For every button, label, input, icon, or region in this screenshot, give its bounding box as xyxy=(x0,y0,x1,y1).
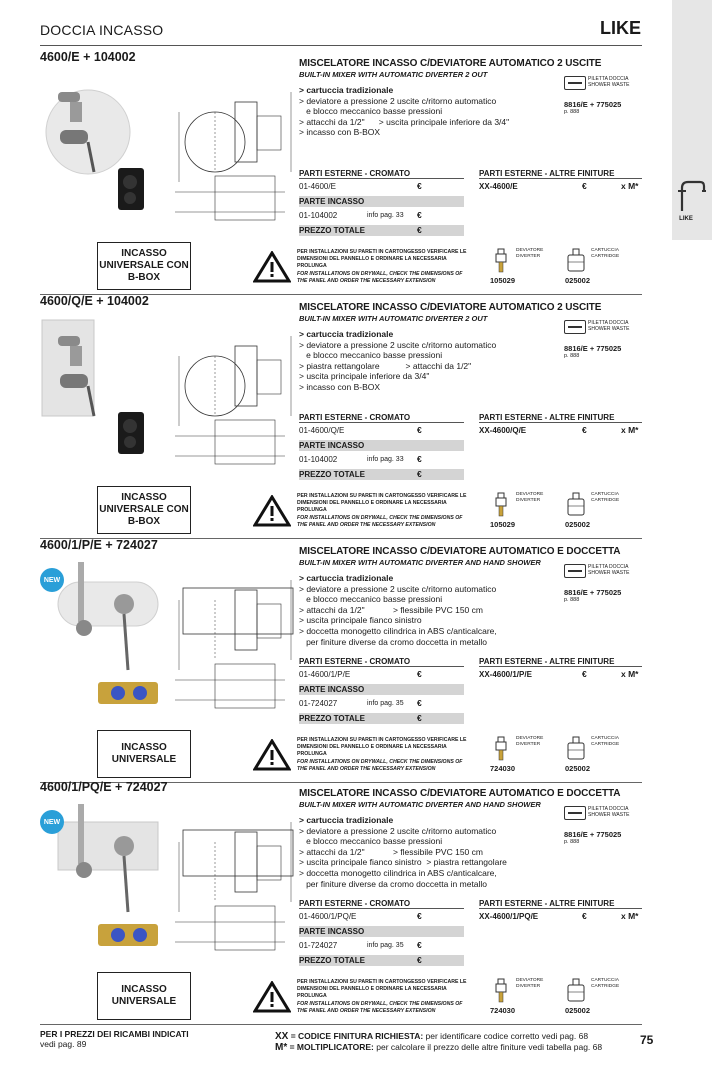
warning-text xyxy=(297,249,473,285)
drywall-warning xyxy=(253,737,467,771)
block-separator xyxy=(40,1024,642,1025)
total-price[interactable]: € xyxy=(417,955,422,965)
chrome-price[interactable]: € xyxy=(417,669,422,679)
diverter-code: 105029 xyxy=(490,520,516,529)
section-title: DOCCIA INCASSO xyxy=(40,22,164,38)
warning-text xyxy=(297,979,473,1015)
other-finish-code: XX-4600/1/PQ/E xyxy=(479,912,539,921)
shower-waste[interactable] xyxy=(564,564,642,603)
footer-left-sub: vedi pag. 89 xyxy=(40,1039,87,1049)
page-number: 75 xyxy=(640,1033,654,1047)
feature-line: > cartuccia tradizionale xyxy=(299,815,394,825)
drywall-warning xyxy=(253,249,467,283)
feature-list xyxy=(299,85,539,138)
product-code: 4600/1/PQ/E + 724027 xyxy=(40,780,168,794)
warning-text-en: FOR INSTALLATIONS ON DRYWALL, CHECK THE DIMENSIONS OF THE PANEL AND ORDER THE NECESSARY EXTENSION xyxy=(297,514,463,528)
shower-waste-icon xyxy=(564,320,586,334)
feature-line: e blocco meccanico basse pressioni xyxy=(299,350,443,361)
incasso-box-label: INCASSO UNIVERSALE xyxy=(97,730,191,778)
shower-waste-code: 8816/E + 775025 xyxy=(564,588,622,597)
product-subtitle: BUILT-IN MIXER WITH AUTOMATIC DIVERTER AND HAND SHOWER xyxy=(299,800,541,809)
other-finish-header: PARTI ESTERNE - ALTRE FINITURE xyxy=(479,412,642,423)
chrome-code: 01-4600/E xyxy=(299,182,336,191)
total-price[interactable]: € xyxy=(417,225,422,235)
warning-text xyxy=(297,493,473,529)
diverter-label: DEVIATORE DIVERTER xyxy=(516,492,544,503)
page-header xyxy=(0,0,712,48)
incasso-box-label: INCASSO UNIVERSALE CON B-BOX xyxy=(97,486,191,534)
shower-waste-code: 8816/E + 775025 xyxy=(564,344,622,353)
xx-text: per identificare codice corretto vedi pag. 68 xyxy=(423,1031,589,1041)
feature-line: > doccetta monogetto cilindrica in ABS c/anticalcare, xyxy=(299,867,497,878)
feature-line: > attacchi da 1/2" > flessibile PVC 150 cm xyxy=(299,846,483,857)
warning-text-it: PER INSTALLAZIONI SU PARETI IN CARTONGESSO VERIFICARE LE DIMENSIONI DEL PANNELLO E ORDINARE LA NECESSARIA PROLUNGA xyxy=(297,737,467,758)
chrome-price[interactable]: € xyxy=(417,181,422,191)
incasso-info[interactable]: info pag. 35 xyxy=(367,942,404,949)
xx-label: = CODICE FINITURA RICHIESTA: xyxy=(288,1031,424,1041)
cartridge-code: 025002 xyxy=(565,764,591,773)
feature-line: > incasso con B-BOX xyxy=(299,127,381,138)
other-finish-code: XX-4600/Q/E xyxy=(479,426,527,435)
total-price-label: PREZZO TOTALE xyxy=(299,713,464,724)
feature-list xyxy=(299,329,539,393)
feature-line: > cartuccia tradizionale xyxy=(299,85,394,95)
incasso-header: PARTE INCASSO xyxy=(299,926,464,937)
incasso-header: PARTE INCASSO xyxy=(299,196,464,207)
technical-drawing xyxy=(175,72,305,232)
shower-waste-icon xyxy=(564,806,586,820)
footer-left-title: PER I PREZZI DEI RICAMBI INDICATI xyxy=(40,1029,189,1039)
multiplier: x M* xyxy=(621,181,639,191)
cartridge-code: 025002 xyxy=(565,1006,591,1015)
incasso-info[interactable]: info pag. 33 xyxy=(367,456,404,463)
side-tab[interactable] xyxy=(672,0,712,240)
feature-list xyxy=(299,573,539,647)
feature-line: e blocco meccanico basse pressioni xyxy=(299,594,443,605)
incasso-header: PARTE INCASSO xyxy=(299,440,464,451)
incasso-price[interactable]: € xyxy=(417,940,422,950)
product-photo-area xyxy=(40,72,195,222)
feature-line: per finiture diverse da cromo doccetta in metallo xyxy=(299,878,488,889)
incasso-code: 01-104002 xyxy=(299,455,338,464)
incasso-price[interactable]: € xyxy=(417,210,422,220)
product-subtitle: BUILT-IN MIXER WITH AUTOMATIC DIVERTER AND HAND SHOWER xyxy=(299,558,541,567)
product-title: MISCELATORE INCASSO C/DEVIATORE AUTOMATICO E DOCCETTA xyxy=(299,788,621,799)
faucet-icon xyxy=(676,178,708,212)
m-key: M* xyxy=(275,1042,288,1053)
m-label: = MOLTIPLICATORE: xyxy=(287,1042,374,1052)
footer-note-left xyxy=(40,1029,189,1049)
product-block xyxy=(40,50,642,295)
drywall-warning xyxy=(253,493,467,527)
side-tab-label: LIKE xyxy=(679,216,693,222)
total-price-label: PREZZO TOTALE xyxy=(299,225,464,236)
shower-waste-label: PILETTA DOCCIA SHOWER WASTE xyxy=(588,320,630,332)
feature-line: > deviatore a pressione 2 uscite c/ritorno automatico xyxy=(299,95,497,106)
product-title: MISCELATORE INCASSO C/DEVIATORE AUTOMATICO 2 USCITE xyxy=(299,302,602,313)
other-finish-header: PARTI ESTERNE - ALTRE FINITURE xyxy=(479,898,642,909)
product-subtitle: BUILT-IN MIXER WITH AUTOMATIC DIVERTER 2 OUT xyxy=(299,314,488,323)
shower-waste-page: p. 888 xyxy=(564,597,580,603)
chrome-code: 01-4600/1/P/E xyxy=(299,670,351,679)
total-price[interactable]: € xyxy=(417,713,422,723)
feature-list xyxy=(299,815,539,889)
feature-line: > deviatore a pressione 2 uscite c/ritorno automatico xyxy=(299,339,497,350)
diverter-label: DEVIATORE DIVERTER xyxy=(516,978,544,989)
chrome-header: PARTI ESTERNE - CROMATO xyxy=(299,168,464,179)
diverter-label: DEVIATORE DIVERTER xyxy=(516,736,544,747)
shower-waste-page: p. 888 xyxy=(564,839,580,845)
diverter-code: 105029 xyxy=(490,276,516,285)
cartridge-code: 025002 xyxy=(565,520,591,529)
technical-drawing xyxy=(175,316,305,476)
feature-line: > attacchi da 1/2" > flessibile PVC 150 cm xyxy=(299,604,483,615)
new-badge: NEW xyxy=(40,810,64,834)
shower-waste[interactable] xyxy=(564,76,642,115)
product-info xyxy=(299,788,642,889)
shower-waste-label: PILETTA DOCCIA SHOWER WASTE xyxy=(588,806,630,818)
shower-waste[interactable] xyxy=(564,806,642,845)
other-finish-price[interactable]: € xyxy=(582,181,587,191)
shower-waste[interactable] xyxy=(564,320,642,359)
product-info xyxy=(299,58,642,138)
shower-waste-label: PILETTA DOCCIA SHOWER WASTE xyxy=(588,76,630,88)
xx-key: XX xyxy=(275,1031,289,1042)
multiplier: x M* xyxy=(621,669,639,679)
other-finish-price[interactable]: € xyxy=(582,669,587,679)
other-finish-code: XX-4600/E xyxy=(479,182,518,191)
total-price[interactable]: € xyxy=(417,469,422,479)
cartridge-icon xyxy=(565,248,587,274)
incasso-info[interactable]: info pag. 35 xyxy=(367,700,404,707)
other-finish-code: XX-4600/1/P/E xyxy=(479,670,532,679)
shower-waste-page: p. 888 xyxy=(564,109,580,115)
multiplier: x M* xyxy=(621,425,639,435)
feature-line: > cartuccia tradizionale xyxy=(299,573,394,583)
feature-line: > cartuccia tradizionale xyxy=(299,329,394,339)
diverter-icon xyxy=(490,248,512,274)
cartridge-icon xyxy=(565,492,587,518)
diverter-icon xyxy=(490,492,512,518)
drywall-warning xyxy=(253,979,467,1013)
diverter-icon xyxy=(490,736,512,762)
cartridge-label: CARTUCCIA CARTRIDGE xyxy=(591,248,620,259)
product-title: MISCELATORE INCASSO C/DEVIATORE AUTOMATICO E DOCCETTA xyxy=(299,546,621,557)
other-finish-price[interactable]: € xyxy=(582,425,587,435)
shower-waste-page: p. 888 xyxy=(564,353,580,359)
incasso-header: PARTE INCASSO xyxy=(299,684,464,695)
incasso-code: 01-104002 xyxy=(299,211,338,220)
warning-text-en: FOR INSTALLATIONS ON DRYWALL, CHECK THE DIMENSIONS OF THE PANEL AND ORDER THE NECESSARY EXTENSION xyxy=(297,758,463,772)
warning-text xyxy=(297,737,473,773)
feature-line: > doccetta monogetto cilindrica in ABS c/anticalcare, xyxy=(299,625,497,636)
feature-line: e blocco meccanico basse pressioni xyxy=(299,106,443,117)
other-finish-price[interactable]: € xyxy=(582,911,587,921)
technical-drawing xyxy=(175,560,305,720)
product-photo xyxy=(40,72,195,222)
chrome-code: 01-4600/Q/E xyxy=(299,426,345,435)
shower-waste-icon xyxy=(564,564,586,578)
warning-icon xyxy=(253,981,291,1013)
cartridge-label: CARTUCCIA CARTRIDGE xyxy=(591,736,620,747)
header-rule xyxy=(40,45,642,46)
m-text: per calcolare il prezzo delle altre finiture vedi tabella pag. 68 xyxy=(373,1042,603,1052)
diverter-code: 724030 xyxy=(490,1006,516,1015)
feature-line: > deviatore a pressione 2 uscite c/ritorno automatico xyxy=(299,825,497,836)
cartridge-code: 025002 xyxy=(565,276,591,285)
diverter-icon xyxy=(490,978,512,1004)
warning-icon xyxy=(253,739,291,771)
incasso-code: 01-724027 xyxy=(299,699,338,708)
diverter-label: DEVIATORE DIVERTER xyxy=(516,248,544,259)
incasso-info[interactable]: info pag. 33 xyxy=(367,212,404,219)
warning-icon xyxy=(253,495,291,527)
product-block xyxy=(40,294,642,539)
product-subtitle: BUILT-IN MIXER WITH AUTOMATIC DIVERTER 2 OUT xyxy=(299,70,488,79)
product-block xyxy=(40,780,642,1025)
chrome-header: PARTI ESTERNE - CROMATO xyxy=(299,656,464,667)
incasso-price[interactable]: € xyxy=(417,698,422,708)
shower-waste-code: 8816/E + 775025 xyxy=(564,100,622,109)
product-info xyxy=(299,302,642,393)
feature-line: > uscita principale inferiore da 3/4" xyxy=(299,371,430,382)
incasso-box-label: INCASSO UNIVERSALE CON B-BOX xyxy=(97,242,191,290)
incasso-box-label: INCASSO UNIVERSALE xyxy=(97,972,191,1020)
feature-line: > deviatore a pressione 2 uscite c/ritorno automatico xyxy=(299,583,497,594)
total-price-label: PREZZO TOTALE xyxy=(299,955,464,966)
warning-text-en: FOR INSTALLATIONS ON DRYWALL, CHECK THE DIMENSIONS OF THE PANEL AND ORDER THE NECESSARY EXTENSION xyxy=(297,270,463,284)
cartridge-label: CARTUCCIA CARTRIDGE xyxy=(591,492,620,503)
feature-line: > piastra rettangolare > attacchi da 1/2" xyxy=(299,360,472,371)
shower-waste-label: PILETTA DOCCIA SHOWER WASTE xyxy=(588,564,630,576)
warning-text-it: PER INSTALLAZIONI SU PARETI IN CARTONGESSO VERIFICARE LE DIMENSIONI DEL PANNELLO E ORDINARE LA NECESSARIA PROLUNGA xyxy=(297,979,467,1000)
chrome-header: PARTI ESTERNE - CROMATO xyxy=(299,412,464,423)
feature-line: > uscita principale fianco sinistro > piastra rettangolare xyxy=(299,857,507,868)
warning-text-en: FOR INSTALLATIONS ON DRYWALL, CHECK THE DIMENSIONS OF THE PANEL AND ORDER THE NECESSARY EXTENSION xyxy=(297,1000,463,1014)
warning-text-it: PER INSTALLAZIONI SU PARETI IN CARTONGESSO VERIFICARE LE DIMENSIONI DEL PANNELLO E ORDINARE LA NECESSARIA PROLUNGA xyxy=(297,249,467,270)
product-title: MISCELATORE INCASSO C/DEVIATORE AUTOMATICO 2 USCITE xyxy=(299,58,602,69)
chrome-code: 01-4600/1/PQ/E xyxy=(299,912,357,921)
product-code: 4600/Q/E + 104002 xyxy=(40,294,149,308)
warning-icon xyxy=(253,251,291,283)
brand-name: LIKE xyxy=(599,18,641,38)
technical-drawing xyxy=(175,802,305,962)
cartridge-label: CARTUCCIA CARTRIDGE xyxy=(591,978,620,989)
incasso-code: 01-724027 xyxy=(299,941,338,950)
feature-line: > attacchi da 1/2" > uscita principale inferiore da 3/4" xyxy=(299,116,510,127)
product-photo-area xyxy=(40,316,195,466)
footer-legend xyxy=(275,1031,602,1053)
diverter-code: 724030 xyxy=(490,764,516,773)
cartridge-icon xyxy=(565,978,587,1004)
feature-line: per finiture diverse da cromo doccetta in metallo xyxy=(299,636,488,647)
chrome-header: PARTI ESTERNE - CROMATO xyxy=(299,898,464,909)
other-finish-header: PARTI ESTERNE - ALTRE FINITURE xyxy=(479,656,642,667)
shower-waste-code: 8816/E + 775025 xyxy=(564,830,622,839)
total-price-label: PREZZO TOTALE xyxy=(299,469,464,480)
other-finish-header: PARTI ESTERNE - ALTRE FINITURE xyxy=(479,168,642,179)
product-block xyxy=(40,538,642,783)
multiplier: x M* xyxy=(621,911,639,921)
incasso-price[interactable]: € xyxy=(417,454,422,464)
chrome-price[interactable]: € xyxy=(417,425,422,435)
chrome-price[interactable]: € xyxy=(417,911,422,921)
warning-text-it: PER INSTALLAZIONI SU PARETI IN CARTONGESSO VERIFICARE LE DIMENSIONI DEL PANNELLO E ORDINARE LA NECESSARIA PROLUNGA xyxy=(297,493,467,514)
shower-waste-icon xyxy=(564,76,586,90)
feature-line: e blocco meccanico basse pressioni xyxy=(299,836,443,847)
product-code: 4600/1/P/E + 724027 xyxy=(40,538,158,552)
product-info xyxy=(299,546,642,647)
product-code: 4600/E + 104002 xyxy=(40,50,136,64)
product-photo xyxy=(40,316,195,466)
cartridge-icon xyxy=(565,736,587,762)
new-badge: NEW xyxy=(40,568,64,592)
feature-line: > incasso con B-BOX xyxy=(299,381,381,392)
feature-line: > uscita principale fianco sinistro xyxy=(299,615,422,626)
